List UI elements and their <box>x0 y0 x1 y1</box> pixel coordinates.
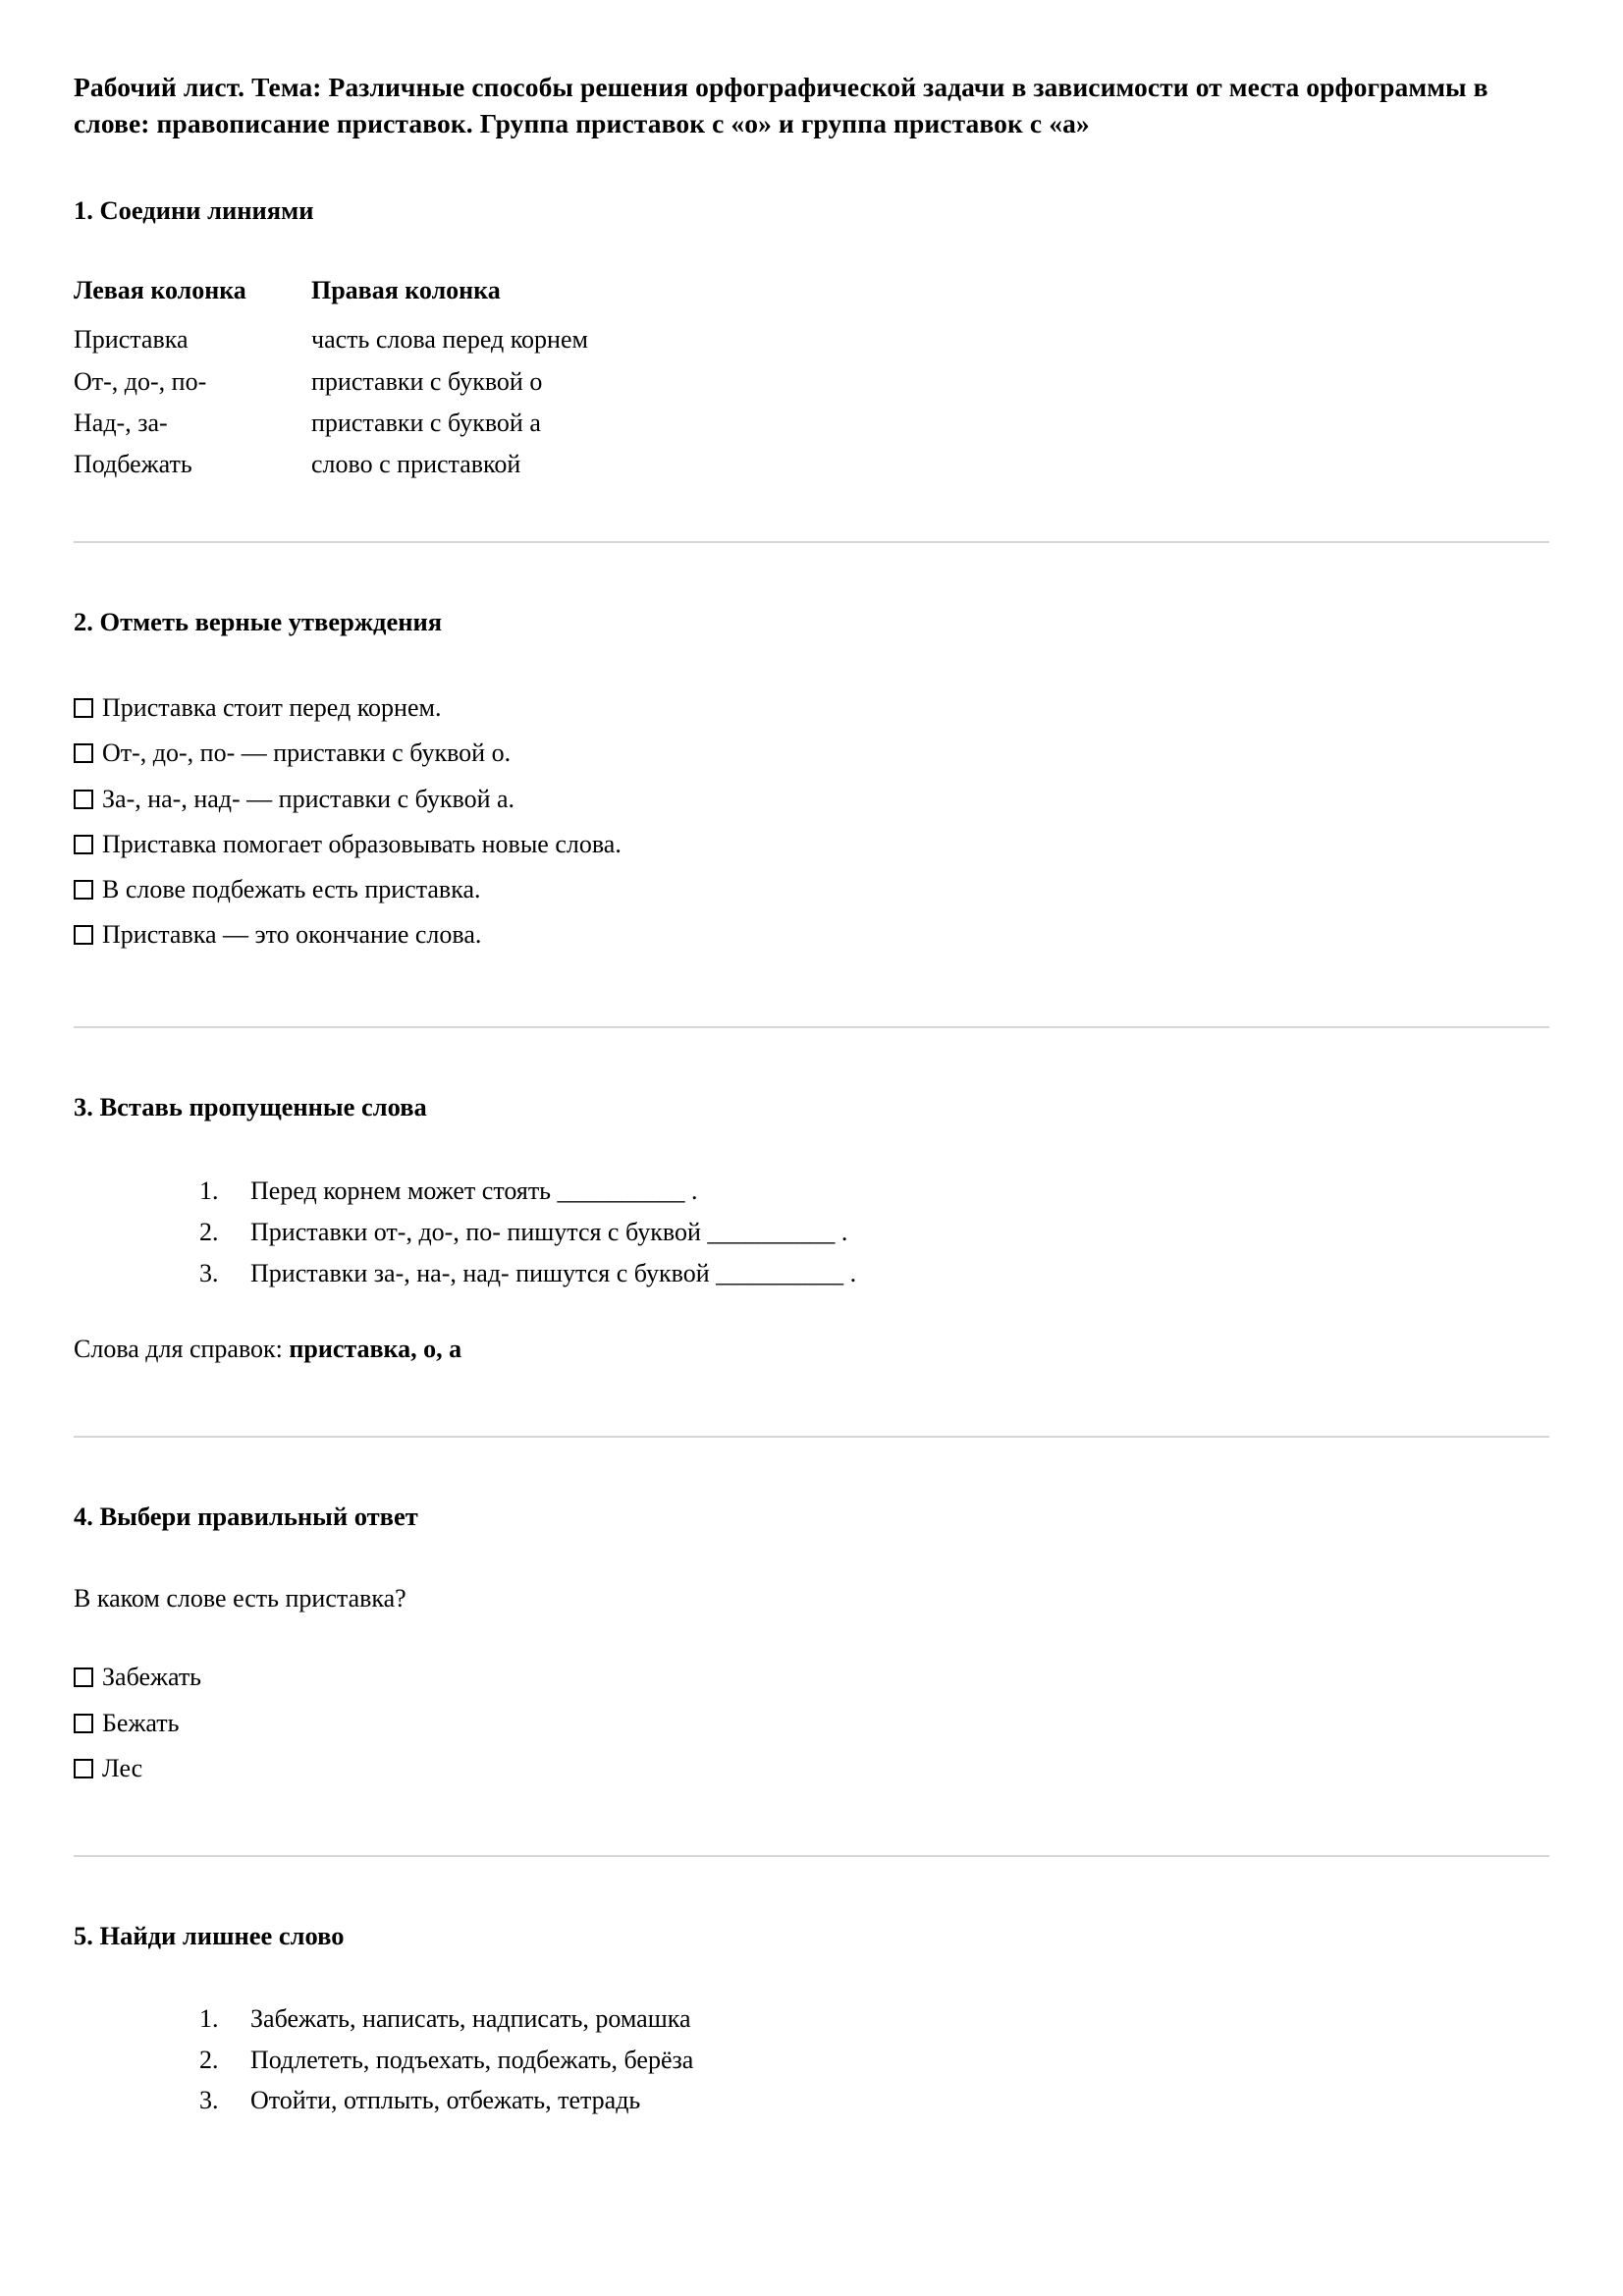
list-item[interactable] <box>74 873 1549 905</box>
section-match-lines <box>74 193 1549 490</box>
section-odd-one-out <box>74 1919 1549 2117</box>
checkbox-icon[interactable] <box>74 1667 93 1687</box>
table-header-row <box>74 274 588 323</box>
list-item[interactable]: Перед корнем может стоять __________ . <box>250 1176 698 1206</box>
match-left-item[interactable]: От-, до-, по- <box>74 366 207 396</box>
section-true-statements <box>74 605 1549 952</box>
section3-heading: 3. Вставь пропущенные слова <box>74 1091 427 1121</box>
section2-heading: 2. Отметь верные утверждения <box>74 606 443 636</box>
list-item[interactable] <box>74 1752 1549 1784</box>
checkbox-icon[interactable] <box>74 1714 93 1733</box>
table-row[interactable] <box>74 365 588 407</box>
section1-heading: 1. Соедини линиями <box>74 194 314 225</box>
question-text: В каком слове есть приставка? <box>74 1584 406 1613</box>
statement-label: От-, до-, по- — приставки с буквой о. <box>102 738 512 768</box>
odd-word-list <box>74 2002 1549 2117</box>
checkbox-icon[interactable] <box>74 925 93 945</box>
match-left-item[interactable]: Над-, за- <box>74 409 168 438</box>
match-left-item[interactable]: Приставка <box>74 325 189 355</box>
match-right-item[interactable]: приставки с буквой о <box>311 366 543 396</box>
list-item[interactable] <box>74 1661 1549 1693</box>
option-label: Бежать <box>102 1708 180 1737</box>
reference-words-line <box>74 1333 1549 1366</box>
table-row[interactable] <box>74 323 588 364</box>
section-fill-blanks <box>74 1090 1549 1367</box>
fill-blank-list <box>74 1175 1549 1289</box>
option-label: Забежать <box>102 1663 202 1692</box>
match-right-item[interactable]: слово с приставкой <box>311 450 521 479</box>
section4-heading: 4. Выбери правильный ответ <box>74 1501 418 1531</box>
list-item[interactable]: Забежать, написать, надписать, ромашка <box>250 2003 691 2033</box>
column-header-left: Левая колонка <box>74 276 246 305</box>
statement-label: В слове подбежать есть приставка. <box>102 875 481 904</box>
statement-list <box>74 691 1549 952</box>
section5-heading: 5. Найди лишнее слово <box>74 1921 345 1951</box>
statement-label: Приставка стоит перед корнем. <box>102 692 442 722</box>
column-header-right: Правая колонка <box>311 276 501 305</box>
option-label: Лес <box>102 1754 143 1782</box>
checkbox-icon[interactable] <box>74 835 93 854</box>
list-item[interactable]: Отойти, отплыть, отбежать, тетрадь <box>250 2086 641 2115</box>
list-item[interactable]: Приставки за-, на-, над- пишутся с буквой __________ . <box>250 1258 857 1287</box>
list-item[interactable] <box>74 918 1549 951</box>
list-item[interactable] <box>74 691 1549 724</box>
checkbox-icon[interactable] <box>74 698 93 718</box>
list-item[interactable] <box>74 1707 1549 1739</box>
checkbox-icon[interactable] <box>74 790 93 809</box>
table-row[interactable] <box>74 448 588 489</box>
statement-label: Приставка — это окончание слова. <box>102 920 482 950</box>
statement-label: Приставка помогает образовывать новые слова. <box>102 829 622 858</box>
statement-label: За-, на-, над- — приставки с буквой а. <box>102 784 515 813</box>
checkbox-icon[interactable] <box>74 1759 93 1778</box>
match-columns-table <box>74 274 588 489</box>
table-row[interactable] <box>74 407 588 448</box>
list-item[interactable]: Приставки от-, до-, по- пишутся с буквой __________ . <box>250 1217 848 1246</box>
match-right-item[interactable]: часть слова перед корнем <box>311 325 588 355</box>
reference-label: Слова для справок: <box>74 1335 290 1364</box>
section-multiple-choice <box>74 1500 1549 1785</box>
list-item[interactable] <box>74 737 1549 769</box>
match-left-item[interactable]: Подбежать <box>74 450 192 479</box>
checkbox-icon[interactable] <box>74 743 93 763</box>
answer-options <box>74 1661 1549 1784</box>
reference-words: приставка, о, а <box>289 1335 462 1364</box>
list-item[interactable]: Подлететь, подъехать, подбежать, берёза <box>250 2045 694 2074</box>
list-item[interactable] <box>74 783 1549 815</box>
page-title: Рабочий лист. Тема: Различные способы решения орфографической задачи в зависимости от места орфограммы в слове: правописание приставок. Группа приставок с «о» и группа приставок с «а» <box>74 72 1488 139</box>
match-right-item[interactable]: приставки с буквой а <box>311 409 541 438</box>
list-item[interactable] <box>74 828 1549 860</box>
checkbox-icon[interactable] <box>74 880 93 900</box>
